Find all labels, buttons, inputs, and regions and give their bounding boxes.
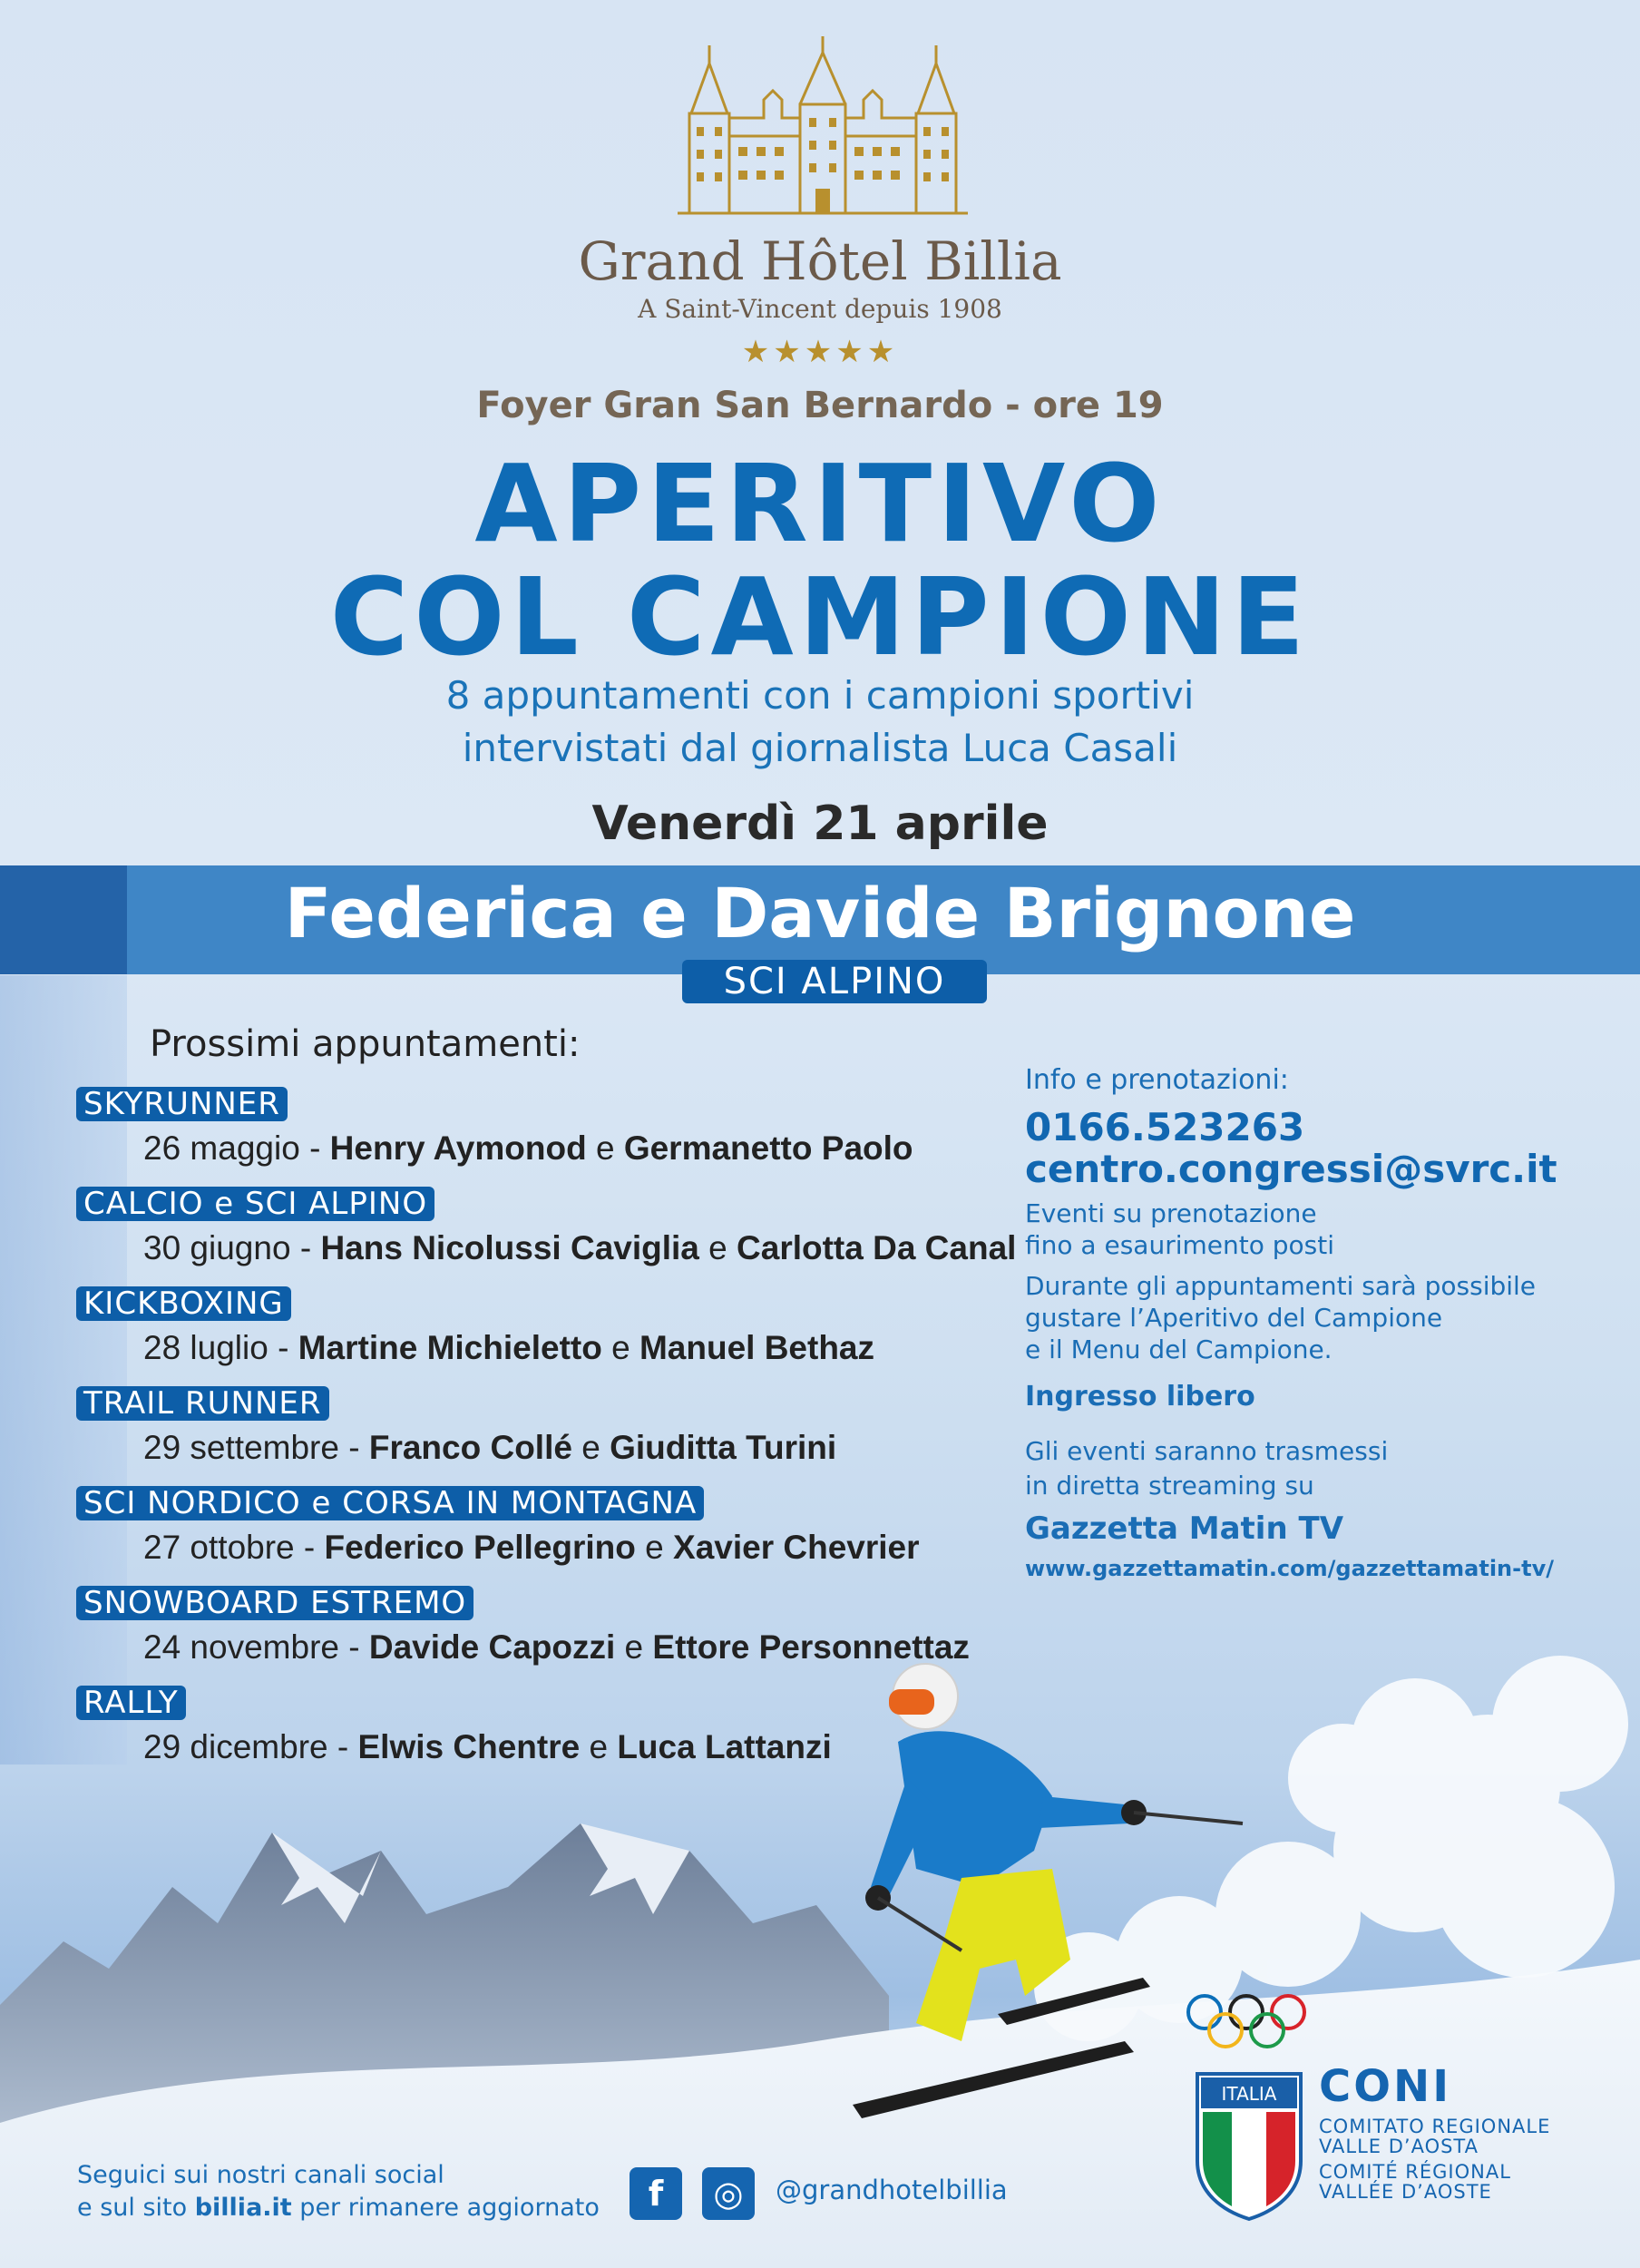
- event-joiner: e: [595, 1129, 615, 1167]
- coni-line3: COMITÉ RÉGIONAL: [1319, 2161, 1511, 2183]
- event-date: 29 settembre -: [143, 1429, 360, 1466]
- info-menu-line3: e il Menu del Campione.: [1025, 1334, 1332, 1364]
- event-date: 29 dicembre -: [143, 1728, 349, 1765]
- event-guest1: Hans Nicolussi Caviglia: [320, 1229, 699, 1266]
- event-date: 27 ottobre -: [143, 1529, 316, 1566]
- event-line: [143, 1229, 1016, 1267]
- event-guest1: Elwis Chentre: [357, 1728, 581, 1765]
- shield-italia-label: ITALIA: [1221, 2083, 1277, 2105]
- hotel-castle-logo: [673, 36, 972, 227]
- subtitle-line1: 8 appuntamenti con i campioni sportivi: [445, 673, 1195, 718]
- event-sport-tag: SCI NORDICO e CORSA IN MONTAGNA: [76, 1486, 704, 1520]
- hotel-name: Grand Hôtel Billia: [578, 230, 1062, 292]
- event-sport-tag: RALLY: [76, 1686, 186, 1720]
- current-event-date: Venerdì 21 aprile: [591, 797, 1049, 851]
- event-guest2: Giuditta Turini: [610, 1429, 837, 1466]
- main-title-line2: COL CAMPIONE: [329, 554, 1311, 679]
- info-stream-line1: Gli eventi saranno trasmessi: [1025, 1436, 1389, 1466]
- guest-band-accent: [0, 865, 127, 974]
- event-joiner: e: [624, 1628, 644, 1666]
- event-date: 30 giugno -: [143, 1229, 312, 1266]
- hotel-tagline: A Saint-Vincent depuis 1908: [638, 294, 1002, 324]
- subtitle-line2: intervistati dal giornalista Luca Casali: [462, 726, 1178, 770]
- event-guest2: Germanetto Paolo: [623, 1129, 913, 1167]
- info-booking-line2: fino a esaurimento posti: [1025, 1230, 1334, 1260]
- event-guest1: Franco Collé: [368, 1429, 572, 1466]
- info-booking-line1: Eventi su prenotazione: [1025, 1198, 1317, 1228]
- current-guest-sport-tag: SCI ALPINO: [682, 960, 987, 1003]
- social-text-line1: Seguici sui nostri canali social: [77, 2161, 444, 2189]
- website-link[interactable]: billia.it: [194, 2194, 292, 2222]
- event-joiner: e: [581, 1429, 600, 1466]
- event-sport-tag: SKYRUNNER: [76, 1087, 288, 1121]
- event-joiner: e: [611, 1329, 630, 1366]
- instagram-icon[interactable]: ◎: [702, 2167, 755, 2220]
- info-stream-line2: in diretta streaming su: [1025, 1471, 1314, 1501]
- info-menu-line1: Durante gli appuntamenti sarà possibile: [1025, 1271, 1537, 1301]
- event-sport-tag: CALCIO e SCI ALPINO: [76, 1187, 434, 1221]
- event-guest1: Federico Pellegrino: [324, 1529, 636, 1566]
- event-line: [143, 1329, 874, 1367]
- event-date: 24 novembre -: [143, 1628, 360, 1666]
- info-free-entry: Ingresso libero: [1025, 1381, 1255, 1413]
- facebook-icon[interactable]: f: [630, 2167, 682, 2220]
- social-text-suffix: per rimanere aggiornato: [291, 2194, 600, 2222]
- next-events-title: Prossimi appuntamenti:: [150, 1023, 581, 1065]
- event-line: [143, 1628, 970, 1667]
- event-joiner: e: [589, 1728, 609, 1765]
- event-guest2: Ettore Personnettaz: [652, 1628, 970, 1666]
- social-text-line2: [77, 2194, 600, 2222]
- event-sport-tag: TRAIL RUNNER: [76, 1386, 329, 1421]
- social-handle[interactable]: @grandhotelbillia: [776, 2175, 1008, 2205]
- event-line: [143, 1728, 832, 1766]
- info-menu-line2: gustare l’Aperitivo del Campione: [1025, 1303, 1443, 1333]
- info-phone[interactable]: 0166.523263: [1025, 1105, 1305, 1149]
- main-title-line1: APERITIVO: [474, 441, 1166, 566]
- event-joiner: e: [645, 1529, 664, 1566]
- venue-time: Foyer Gran San Bernardo - ore 19: [476, 385, 1164, 426]
- event-guest2: Xavier Chevrier: [673, 1529, 920, 1566]
- coni-line2: VALLE D’AOSTA: [1319, 2136, 1479, 2157]
- event-date: 26 maggio -: [143, 1129, 321, 1167]
- event-line: [143, 1529, 920, 1567]
- info-tv-channel: Gazzetta Matin TV: [1025, 1510, 1344, 1547]
- event-guest2: Manuel Bethaz: [639, 1329, 875, 1366]
- olympic-rings-icon: [1185, 1992, 1308, 2052]
- coni-name: CONI: [1319, 2061, 1452, 2112]
- info-tv-url[interactable]: www.gazzettamatin.com/gazzettamatin-tv/: [1025, 1556, 1554, 1581]
- event-guest2: Luca Lattanzi: [617, 1728, 832, 1765]
- hotel-stars: ★★★★★: [741, 334, 899, 370]
- event-guest1: Davide Capozzi: [368, 1628, 616, 1666]
- event-guest2: Carlotta Da Canal: [737, 1229, 1017, 1266]
- event-guest1: Henry Aymonod: [329, 1129, 587, 1167]
- social-text-prefix: e sul sito: [77, 2194, 195, 2222]
- event-guest1: Martine Michieletto: [298, 1329, 602, 1366]
- info-label: Info e prenotazioni:: [1025, 1064, 1289, 1096]
- info-email[interactable]: centro.congressi@svrc.it: [1025, 1147, 1557, 1191]
- coni-line1: COMITATO REGIONALE: [1319, 2116, 1551, 2137]
- coni-line4: VALLÉE D’AOSTE: [1319, 2181, 1492, 2203]
- event-line: [143, 1429, 836, 1467]
- event-joiner: e: [708, 1229, 727, 1266]
- event-sport-tag: SNOWBOARD ESTREMO: [76, 1586, 473, 1620]
- event-line: [143, 1129, 913, 1168]
- coni-italia-shield-icon: [1194, 2070, 1304, 2223]
- event-date: 28 luglio -: [143, 1329, 289, 1366]
- event-sport-tag: KICKBOXING: [76, 1286, 291, 1321]
- current-guest-name: Federica e Davide Brignone: [284, 873, 1356, 953]
